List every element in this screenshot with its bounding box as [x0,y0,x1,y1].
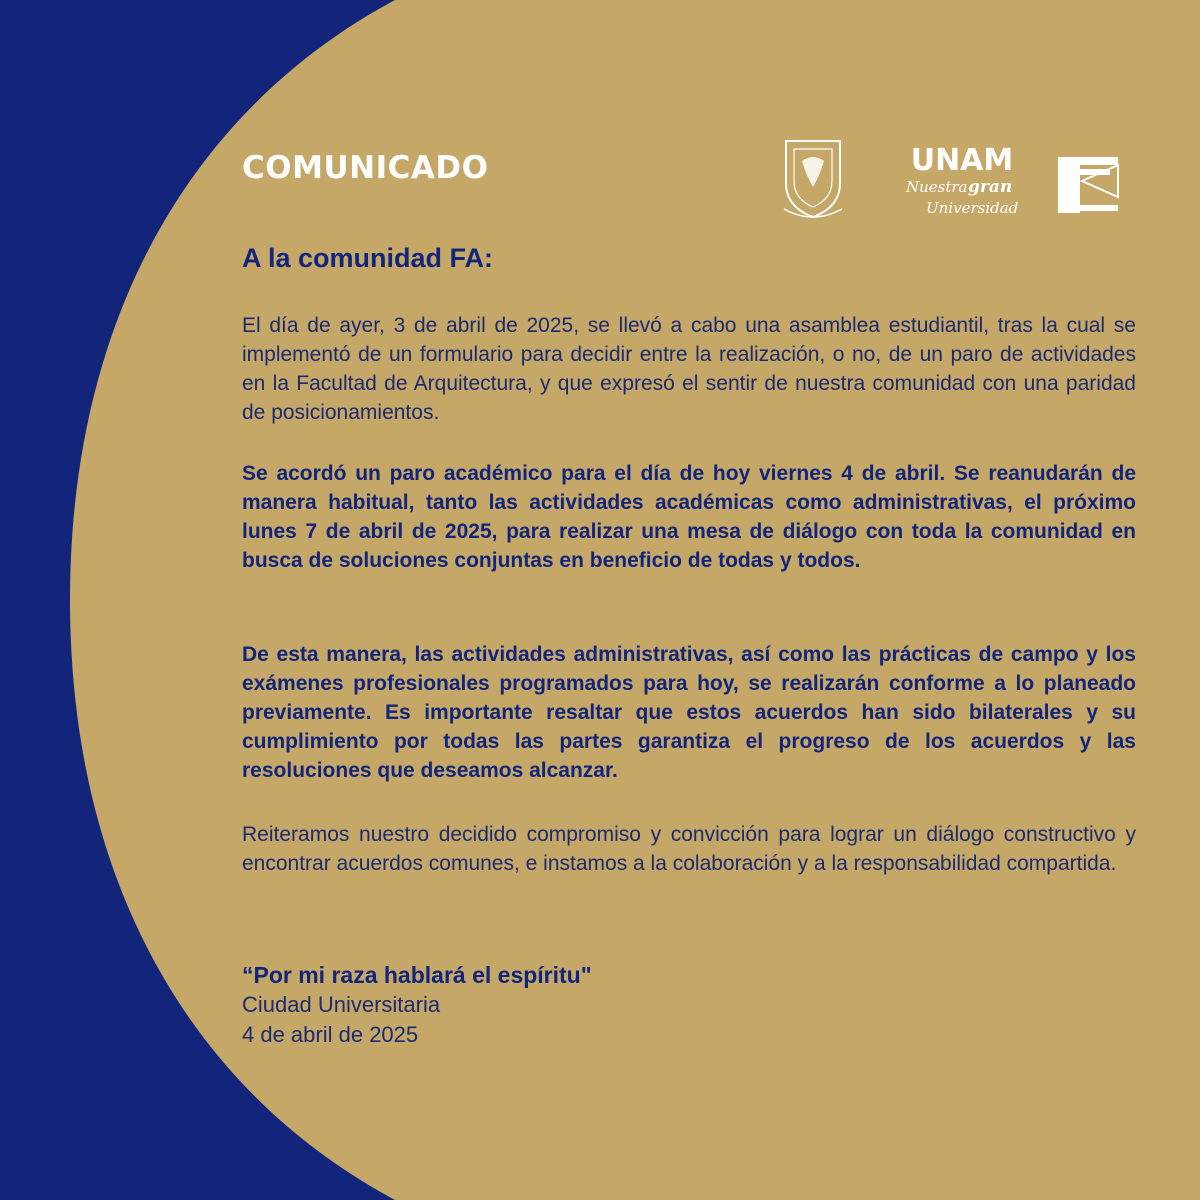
paragraph-3: De esta manera, las actividades administrativas, así como las prácticas de campo y los exámenes profesionales programados para hoy, se realizarán conforme a lo planeado previamente. Es importante resaltar que estos acuerdos han sido bilaterales y su cumplimiento por todas las partes garantiza el progreso de los acuerdos y las resoluciones que deseamos alcanzar. [242,643,1136,782]
greeting: A la comunidad FA: [242,243,494,273]
logos-group [780,135,1125,225]
unam-wordmark: UNAM [910,143,1014,178]
unam-tagline-nuestra: Nuestra [906,178,968,196]
place: Ciudad Universitaria [242,992,441,1017]
unam-logo [905,143,1018,217]
motto: “Por mi raza hablará el espíritu" [242,962,592,988]
unam-tagline-gran: gran [968,177,1013,197]
date: 4 de abril de 2025 [242,1022,419,1047]
unam-shield-icon [784,141,842,217]
facultad-arquitectura-icon [1058,157,1118,213]
unam-tagline-universidad: Universidad [926,199,1019,217]
paragraph-2: Se acordó un paro académico para el día de hoy viernes 4 de abril. Se reanudarán de manera habitual, tanto las actividades académicas como administrativas, el próximo lunes 7 de abril de 2025, para realizar una mesa de diálogo con toda la comunidad en busca de soluciones conjuntas en beneficio de todas y todos. [242,462,1136,572]
closing-block [242,960,592,1050]
page-title: COMUNICADO [242,150,489,186]
paragraph-1: El día de ayer, 3 de abril de 2025, se llevó a cabo una asamblea estudiantil, tras la cual se implementó de un formulario para decidir entre la realización, o no, de un paro de actividades en la Facultad de Arquitectura, y que expresó el sentir de nuestra comunidad con una paridad de posicionamientos. [242,314,1136,424]
paragraph-4: Reiteramos nuestro decidido compromiso y convicción para lograr un diálogo constructivo y encontrar acuerdos comunes, e instamos a la colaboración y a la responsabilidad compartida. [242,823,1136,875]
